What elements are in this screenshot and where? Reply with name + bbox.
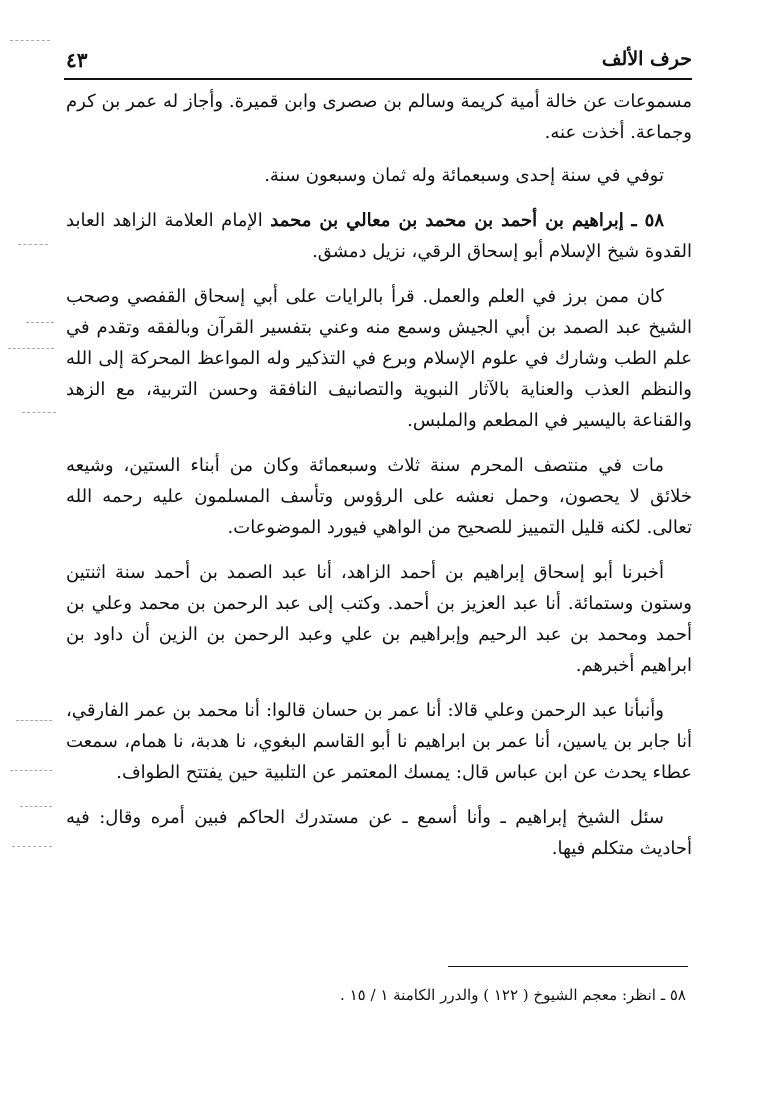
scan-mark: [16, 720, 52, 721]
paragraph-5: مات في منتصف المحرم سنة ثلاث وسبعمائة وكان من أبناء الستين، وشيعه خلائق لا يحصون، وحمل نعشه على الرؤوس وتأسف المسلمون عليه رحمه الله تعالى. لكنه قليل التمييز للصحيح من الواهي فيورد الموضوعات.: [66, 455, 692, 538]
scan-mark: [20, 806, 52, 807]
entry-number: ٥٨ ـ: [631, 210, 664, 231]
paragraph-8: سئل الشيخ إبراهيم ـ وأنا أسمع ـ عن مستدرك الحاكم فبين أمره وقال: فيه أحاديث متكلم فيها.: [66, 807, 692, 859]
paragraph-entry-58: [66, 205, 692, 267]
paragraph-7: وأنبأنا عبد الرحمن وعلي قالا: أنا عمر بن حسان قالوا: أنا محمد بن عمر الفارقي، أنا جابر بن ياسين، أنا عمر بن ابراهيم نا أبو القاسم البغوي، نا هدبة، نا همام، سمعت عطاء يحدث عن ابن عباس قال: يمسك المعتمر عن التلبية حين يفتتح الطواف.: [66, 700, 692, 783]
paragraph-2: توفي في سنة إحدى وسبعمائة وله ثمان وسبعون سنة.: [264, 165, 664, 186]
page-number: ٤٣: [66, 48, 88, 72]
scan-margin-marks: [0, 0, 60, 1098]
running-head: حرف الألف: [601, 48, 692, 70]
scan-mark: [10, 770, 52, 771]
page-body: [66, 86, 692, 878]
paragraph-6: أخبرنا أبو إسحاق إبراهيم بن أحمد الزاهد، أنا عبد الصمد بن أحمد سنة اثنتين وستون وستمائة. أنا عبد العزيز بن أحمد. وكتب إلى عبد الرحمن بن محمد وعلي بن أحمد ومحمد بن عبد الرحيم وإبراهيم بن علي وعبد الرحمن بن الزين أن داود بن ابراهيم أخبرهم.: [66, 562, 692, 676]
footnote: ٥٨ ـ انظر: معجم الشيوخ ( ١٢٢ ) والدرر الكامنة ١ / ١٥ .: [340, 986, 686, 1004]
scan-mark: [26, 322, 54, 323]
page-header: [66, 48, 692, 76]
entry-name: إبراهيم بن أحمد بن محمد بن معالي بن محمد: [270, 210, 624, 231]
paragraph-4: كان ممن برز في العلم والعمل. قرأ بالرايات على أبي إسحاق القفصي وصحب الشيخ عبد الصمد بن أبي الجيش وسمع منه وعني بتفسير القرآن وبالفقه وتقدم في علم الطب وشارك في علوم الإسلام وبرع في التذكير وله المواعظ المحركة إلى الله والنظم العذب والعناية بالآثار النبوية والتصانيف النافقة وحسن التربية، مع الزهد والقناعة باليسير في المطعم والملبس.: [66, 286, 692, 431]
scan-mark: [22, 412, 56, 413]
scan-mark: [8, 348, 54, 349]
scan-mark: [10, 40, 50, 41]
scan-mark: [12, 846, 52, 847]
entry-description: الإمام العلامة الزاهد العابد القدوة شيخ الإسلام أبو إسحاق الرقي، نزيل دمشق.: [66, 210, 692, 262]
header-rule: [64, 78, 692, 80]
footnote-rule: [448, 966, 688, 967]
scan-mark: [18, 244, 48, 245]
paragraph-1: مسموعات عن خالة أمية كريمة وسالم بن صصرى وابن قميرة. وأجاز له عمر بن كرم وجماعة. أخذت عنه.: [66, 91, 692, 143]
